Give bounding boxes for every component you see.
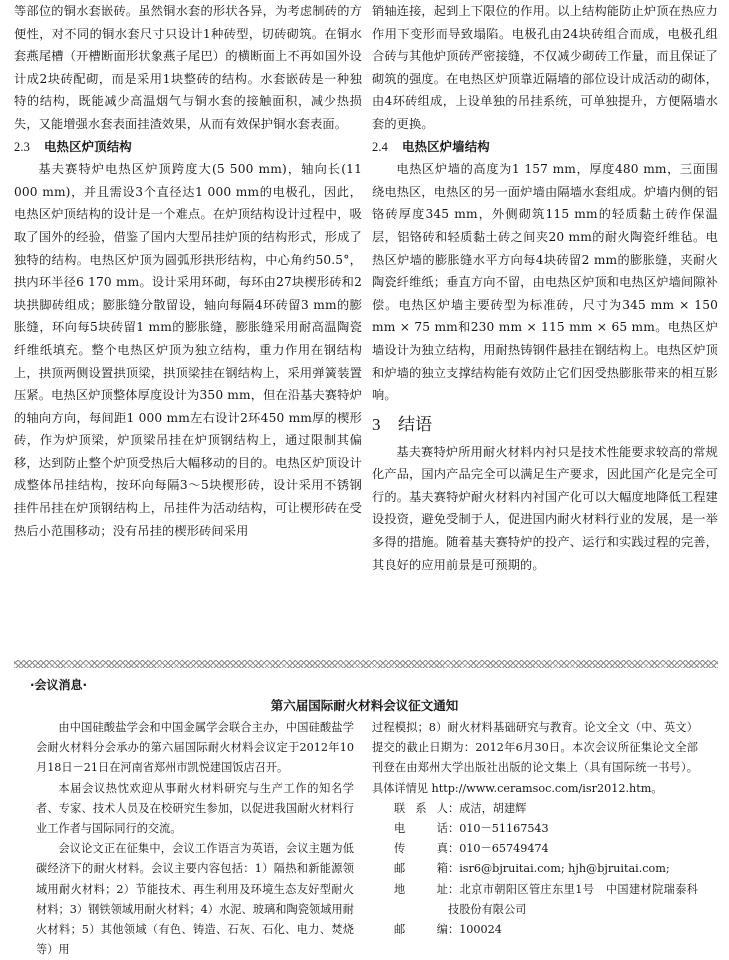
left-column xyxy=(14,0,362,542)
section-2-3-heading xyxy=(14,136,362,159)
notice-title: 第六届国际耐火材料会议征文通知 xyxy=(270,698,459,713)
contact-row xyxy=(372,819,698,839)
contact-row xyxy=(372,859,698,879)
contact-value: ：成洁，胡建辉 xyxy=(448,801,527,815)
section-number: 3 xyxy=(372,414,381,434)
contact-label: 电话 xyxy=(394,822,448,836)
section-title: 结语 xyxy=(398,414,433,434)
section-3-body: 基夫赛特炉所用耐火材料内衬只是技术性能要求较高的常规化产品，国内产品完全可以满足生产要求，因此国产化是完全可行的。基夫赛特炉耐火材料内衬国产化可以大幅度地降低工程建设投资，避免受制于人，促进国内耐火材料行业的发展，是一举多得的措施。随着基夫赛特炉的投产、运行和实践过程的完善，其良好的应用前景是可预期的。 xyxy=(372,444,718,572)
notice-right-column xyxy=(372,718,698,940)
contact-label: 邮编 xyxy=(394,923,448,937)
notice-category-tag: ·会议消息· xyxy=(30,678,88,692)
contact-row xyxy=(372,799,698,819)
contact-label: 地址 xyxy=(394,882,448,896)
contact-row xyxy=(372,920,698,940)
notice-paragraph: 本届会议热忱欢迎从事耐火材料研究与生产工作的知名学者、专家、技术人员及在校研究生参加，以促进我国耐火材料行业工作者与国际同行的交流。 xyxy=(36,781,354,836)
contact-label: 传真 xyxy=(394,842,448,856)
right-column xyxy=(372,0,718,576)
contact-row xyxy=(372,880,698,920)
contact-value: ：010－51167543 xyxy=(448,822,549,836)
contact-value: ：北京市朝阳区管庄东里1号 中国建材院瑞泰科技股份有限公司 xyxy=(448,882,698,916)
notice-paragraph: 由中国硅酸盐学会和中国金属学会联合主办，中国硅酸盐学会耐火材料分会承办的第六届国际耐火材料会议定于2012年10月18日－21日在河南省郑州市凯悦建国饭店召开。 xyxy=(36,721,354,775)
continued-paragraph: 销轴连接，起到上下限位的作用。以上结构能防止炉顶在热应力作用下变形而导致塌陷。电极孔由24块砖组合而成，电极孔组合砖与其他炉顶砖严密接缝，不仅减少砌砖工作量，而且保证了砌筑的强度。在电热区炉顶靠近隔墙的部位设计成活动的砌体，由4环砖组成，上设单独的吊挂系统，可单独提升，方便隔墙水套的更换。 xyxy=(372,4,718,131)
section-3-heading xyxy=(372,411,718,439)
contact-label: 联系人 xyxy=(394,801,448,815)
section-title: 电热区炉墙结构 xyxy=(402,138,490,154)
contact-value: ：isr6@bjruitai.com; hjh@bjruitai.com; xyxy=(448,862,670,876)
contact-row xyxy=(372,839,698,859)
notice-paragraph: 会议论文正在征集中，会议工作语言为英语，会议主题为低碳经济下的耐火材料。会议主要内容包括：1）隔热和新能源领域用耐火材料；2）节能技术、再生利用及环境生态友好型耐火材料；3）钢铁领域用耐火材料；4）水泥、玻璃和陶瓷领域用耐火材料；5）其他领域（有色、铸造、石灰、石化、电力、焚烧等）用 xyxy=(36,842,354,957)
notice-left-column xyxy=(36,718,354,960)
contact-value: ：100024 xyxy=(448,923,502,937)
section-number: 2.4 xyxy=(372,139,388,154)
section-title: 电热区炉顶结构 xyxy=(44,138,132,154)
section-2-4-heading xyxy=(372,136,718,159)
notice-paragraph: 过程模拟；8）耐火材料基础研究与教育。论文全文（中、英文）提交的截止日期为：2012年6月30日。本次会议所征集论文全部刊登在由郑州大学出版社出版的论文集上（具有国际统一书号）。具体详情见 http://www.ceramsoc.com/isr2012.htm。 xyxy=(372,721,698,795)
section-2-3-body: 基夫赛特炉电热区炉顶跨度大(5 500 mm)，轴向长(11 000 mm)，并且需设3个直径达1 000 mm的电极孔，因此，电热区炉顶结构的设计是一个难点。在炉顶结构设计过程中，吸取了国外的经验，借鉴了国内大型吊挂炉顶的结构形式，形成了独特的结构。电热区炉顶为圆弧形拱形结构，中心角约50.5°，拱内环半径6 170 mm。设计采用环砌，每环由27块楔形砖和2块拱脚砖组成；膨胀缝分散留设，轴向每隔4环砖留3 mm的膨胀缝，环向每5块砖留1 mm的膨胀缝，膨胀缝采用耐高温陶瓷纤维纸填充。整个电热区炉顶为独立结构，重力作用在钢结构上，拱顶两侧设置拱顶梁，拱顶梁挂在钢结构上，采用弹簧装置压紧。电热区炉顶整体厚度设计为350 mm，但在沿基夫赛特炉的轴向方向，每间距1 000 mm左右设计2环450 mm厚的楔形砖，作为炉顶梁，炉顶梁吊挂在炉顶钢结构上，通过限制其偏移，达到防止整个炉顶受热后大幅移动的目的。电热区炉顶设计成整体吊挂结构，按环向每隔3～5块楔形砖，设计采用不锈钢挂件吊挂在炉顶钢结构上，吊挂件为活动结构，可让楔形砖在受热后小范围移动；没有吊挂的楔形砖间采用 xyxy=(14,162,362,538)
section-number: 2.3 xyxy=(14,139,30,154)
intro-paragraph: 等部位的铜水套嵌砖。虽然铜水套的形状各异，为考虑制砖的方便性，对不同的铜水套尺寸只设计1种砖型，切砖砌筑。在铜水套燕尾槽（开槽断面形状象燕子尾巴）的横断面上不再如国外设计成2块砖配砌，而是采用1块整砖的结构。水套嵌砖是一种独特的结构，既能减少高温烟气与铜水套的接触面积，减少热损失，又能增强水套表面挂渣效果，从而有效保护铜水套表面。 xyxy=(14,4,362,131)
decorative-divider xyxy=(14,660,718,668)
contact-value: ：010－65749474 xyxy=(448,842,549,856)
contact-label: 邮箱 xyxy=(394,862,448,876)
section-2-4-body: 电热区炉墙的高度为1 157 mm，厚度480 mm，三面围绕电热区，电热区的另一面炉墙由隔墙水套组成。炉墙内侧的铝铬砖厚度345 mm，外侧砌筑115 mm的轻质黏土砖作保温层，铝铬砖和轻质黏土砖之间夹20 mm的耐火陶瓷纤维毡。电热区炉墙的膨胀缝水平方向每4块砖留2 mm的膨胀缝，夹耐火陶瓷纤维纸；垂直方向不留，由电热区炉顶和电热区炉墙间隙补偿。电热区炉墙主要砖型为标准砖，尺寸为345 mm × 150 mm × 75 mm和230 mm × 115 mm × 65 mm。电热区炉墙设计为独立结构，用耐热铸钢件悬挂在钢结构上。电热区炉顶和炉墙的独立支撑结构能有效防止它们因受热膨胀带来的相互影响。 xyxy=(372,162,718,403)
